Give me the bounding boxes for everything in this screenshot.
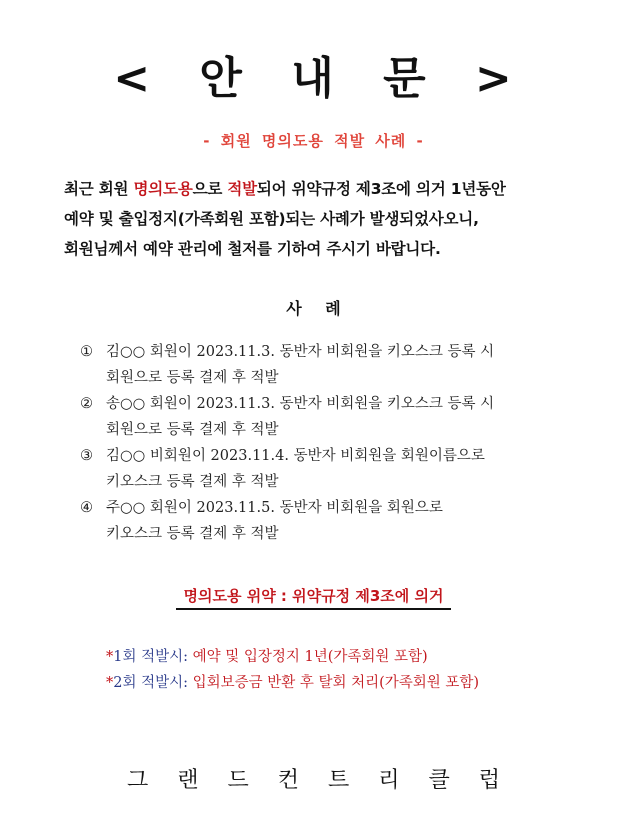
club-name: 그 랜 드 컨 트 리 클 럽	[127, 768, 500, 793]
penalty-label: 1회 적발시:	[113, 649, 193, 665]
penalty-description: 예약 및 입장정지 1년(가족회원 포함)	[192, 649, 428, 665]
case-text: 주○○ 회원이 2023.11.5. 동반자 비회원을 회원으로	[106, 500, 443, 516]
intro-line-2: 예약 및 출입정지(가족회원 포함)되는 사례가 발생되었사오니,	[64, 210, 479, 228]
case-number: ②	[80, 396, 93, 412]
notice-title: < 안 내 문 >	[113, 53, 514, 104]
case-list	[80, 339, 580, 547]
penalty-description: 입회보증금 반환 후 탈회 처리(가족회원 포함)	[192, 675, 480, 691]
cases-heading: 사 례	[286, 299, 341, 318]
penalty-label: 2회 적발시:	[113, 675, 193, 691]
notice-subtitle: - 회원 명의도용 적발 사례 -	[203, 132, 424, 150]
case-text: 회원으로 등록 결제 후 적발	[106, 370, 279, 386]
case-text: 송○○ 회원이 2023.11.3. 동반자 비회원을 키오스크 등록 시	[106, 396, 495, 412]
case-text: 회원으로 등록 결제 후 적발	[106, 422, 279, 438]
case-number: ①	[80, 344, 93, 360]
highlight-identity-theft: 명의도용	[133, 180, 193, 198]
case-body	[106, 495, 580, 547]
penalty-item	[106, 670, 606, 696]
case-text: 김○○ 회원이 2023.11.3. 동반자 비회원을 키오스크 등록 시	[106, 344, 495, 360]
penalty-item	[106, 644, 606, 670]
case-item	[80, 339, 580, 391]
case-text: 김○○ 비회원이 2023.11.4. 동반자 비회원을 회원이름으로	[106, 448, 485, 464]
intro-text: 최근 회원	[64, 180, 134, 198]
intro-line-3: 회원님께서 예약 관리에 철저를 기하여 주시기 바랍니다.	[64, 240, 441, 258]
intro-text: 으로	[192, 180, 228, 198]
penalty-rule-text: 명의도용 위약 : 위약규정 제3조에 의거	[176, 587, 452, 610]
asterisk-marker: *	[106, 675, 114, 691]
case-item	[80, 495, 580, 547]
case-body	[106, 443, 580, 495]
case-body	[106, 339, 580, 391]
case-number: ③	[80, 448, 93, 464]
case-item	[80, 391, 580, 443]
case-text: 키오스크 등록 결제 후 적발	[106, 474, 279, 490]
case-number: ④	[80, 500, 93, 516]
intro-text: 되어 위약규정 제3조에 의거 1년동안	[256, 180, 506, 198]
intro-paragraph	[64, 174, 604, 264]
case-item	[80, 443, 580, 495]
case-body	[106, 391, 580, 443]
highlight-caught: 적발	[227, 180, 257, 198]
intro-line-1	[64, 174, 604, 204]
asterisk-marker: *	[106, 649, 114, 665]
penalty-list	[106, 644, 606, 696]
penalty-rule-heading	[0, 585, 627, 606]
case-text: 키오스크 등록 결제 후 적발	[106, 526, 279, 542]
